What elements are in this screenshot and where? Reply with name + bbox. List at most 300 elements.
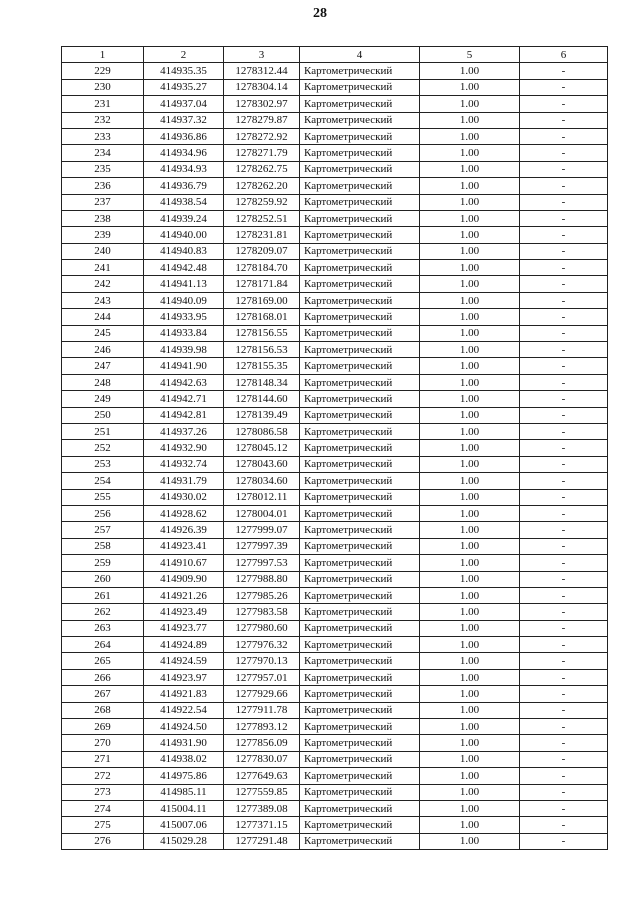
x-coordinate-cell: 414939.98 [144,342,224,358]
method-cell: Картометрический [300,686,420,702]
y-coordinate-cell: 1278155.35 [224,358,300,374]
point-number-cell: 257 [62,522,144,538]
point-number-cell: 245 [62,325,144,341]
table-row [62,604,608,620]
y-coordinate-cell: 1278139.49 [224,407,300,423]
note-cell: - [520,653,608,669]
note-cell: - [520,145,608,161]
y-coordinate-cell: 1278184.70 [224,260,300,276]
accuracy-cell: 1.00 [420,276,520,292]
note-cell: - [520,505,608,521]
x-coordinate-cell: 414936.86 [144,128,224,144]
method-cell: Картометрический [300,522,420,538]
note-cell: - [520,751,608,767]
column-header: 2 [144,47,224,63]
point-number-cell: 241 [62,260,144,276]
accuracy-cell: 1.00 [420,555,520,571]
point-number-cell: 254 [62,473,144,489]
accuracy-cell: 1.00 [420,604,520,620]
table-row [62,456,608,472]
note-cell: - [520,571,608,587]
note-cell: - [520,407,608,423]
accuracy-cell: 1.00 [420,79,520,95]
note-cell: - [520,309,608,325]
x-coordinate-cell: 414935.35 [144,63,224,79]
table-row [62,719,608,735]
note-cell: - [520,325,608,341]
x-coordinate-cell: 414940.00 [144,227,224,243]
y-coordinate-cell: 1277976.32 [224,637,300,653]
method-cell: Картометрический [300,325,420,341]
note-cell: - [520,243,608,259]
method-cell: Картометрический [300,161,420,177]
point-number-cell: 246 [62,342,144,358]
accuracy-cell: 1.00 [420,571,520,587]
note-cell: - [520,555,608,571]
accuracy-cell: 1.00 [420,751,520,767]
point-number-cell: 249 [62,391,144,407]
accuracy-cell: 1.00 [420,96,520,112]
y-coordinate-cell: 1278312.44 [224,63,300,79]
accuracy-cell: 1.00 [420,456,520,472]
table-row [62,407,608,423]
note-cell: - [520,440,608,456]
x-coordinate-cell: 414924.59 [144,653,224,669]
note-cell: - [520,342,608,358]
y-coordinate-cell: 1278043.60 [224,456,300,472]
y-coordinate-cell: 1278148.34 [224,374,300,390]
accuracy-cell: 1.00 [420,161,520,177]
note-cell: - [520,489,608,505]
method-cell: Картометрический [300,374,420,390]
method-cell: Картометрический [300,440,420,456]
point-number-cell: 231 [62,96,144,112]
method-cell: Картометрический [300,505,420,521]
point-number-cell: 276 [62,833,144,849]
point-number-cell: 247 [62,358,144,374]
method-cell: Картометрический [300,817,420,833]
x-coordinate-cell: 414934.93 [144,161,224,177]
x-coordinate-cell: 414940.09 [144,292,224,308]
note-cell: - [520,210,608,226]
accuracy-cell: 1.00 [420,178,520,194]
y-coordinate-cell: 1277980.60 [224,620,300,636]
y-coordinate-cell: 1278169.00 [224,292,300,308]
y-coordinate-cell: 1278004.01 [224,505,300,521]
y-coordinate-cell: 1277291.48 [224,833,300,849]
accuracy-cell: 1.00 [420,407,520,423]
x-coordinate-cell: 414938.02 [144,751,224,767]
x-coordinate-cell: 414932.74 [144,456,224,472]
note-cell: - [520,456,608,472]
method-cell: Картометрический [300,620,420,636]
table-row [62,423,608,439]
accuracy-cell: 1.00 [420,637,520,653]
note-cell: - [520,669,608,685]
accuracy-cell: 1.00 [420,292,520,308]
accuracy-cell: 1.00 [420,210,520,226]
x-coordinate-cell: 414923.49 [144,604,224,620]
column-header: 3 [224,47,300,63]
point-number-cell: 235 [62,161,144,177]
point-number-cell: 253 [62,456,144,472]
table-row [62,128,608,144]
table-row [62,538,608,554]
x-coordinate-cell: 414924.89 [144,637,224,653]
point-number-cell: 233 [62,128,144,144]
note-cell: - [520,178,608,194]
note-cell: - [520,784,608,800]
table-row [62,391,608,407]
accuracy-cell: 1.00 [420,342,520,358]
x-coordinate-cell: 414923.41 [144,538,224,554]
method-cell: Картометрический [300,194,420,210]
method-cell: Картометрический [300,260,420,276]
method-cell: Картометрический [300,96,420,112]
method-cell: Картометрический [300,604,420,620]
note-cell: - [520,735,608,751]
y-coordinate-cell: 1278171.84 [224,276,300,292]
accuracy-cell: 1.00 [420,440,520,456]
point-number-cell: 255 [62,489,144,505]
point-number-cell: 243 [62,292,144,308]
accuracy-cell: 1.00 [420,128,520,144]
x-coordinate-cell: 414931.90 [144,735,224,751]
note-cell: - [520,292,608,308]
x-coordinate-cell: 414937.04 [144,96,224,112]
point-number-cell: 271 [62,751,144,767]
accuracy-cell: 1.00 [420,620,520,636]
table-row [62,63,608,79]
note-cell: - [520,391,608,407]
table-row [62,784,608,800]
y-coordinate-cell: 1277997.53 [224,555,300,571]
coordinates-table [61,46,608,850]
accuracy-cell: 1.00 [420,194,520,210]
y-coordinate-cell: 1277893.12 [224,719,300,735]
accuracy-cell: 1.00 [420,538,520,554]
y-coordinate-cell: 1278086.58 [224,423,300,439]
y-coordinate-cell: 1278259.92 [224,194,300,210]
table-row [62,620,608,636]
note-cell: - [520,63,608,79]
x-coordinate-cell: 414942.71 [144,391,224,407]
method-cell: Картометрический [300,112,420,128]
method-cell: Картометрический [300,735,420,751]
note-cell: - [520,800,608,816]
y-coordinate-cell: 1277856.09 [224,735,300,751]
x-coordinate-cell: 414942.48 [144,260,224,276]
method-cell: Картометрический [300,653,420,669]
accuracy-cell: 1.00 [420,653,520,669]
method-cell: Картометрический [300,309,420,325]
point-number-cell: 232 [62,112,144,128]
x-coordinate-cell: 414939.24 [144,210,224,226]
note-cell: - [520,702,608,718]
table-row [62,587,608,603]
x-coordinate-cell: 414940.83 [144,243,224,259]
table-row [62,325,608,341]
y-coordinate-cell: 1277911.78 [224,702,300,718]
table-header-row [62,47,608,63]
point-number-cell: 275 [62,817,144,833]
table-body [62,63,608,850]
table-row [62,96,608,112]
point-number-cell: 268 [62,702,144,718]
accuracy-cell: 1.00 [420,669,520,685]
table-row [62,653,608,669]
table-row [62,309,608,325]
x-coordinate-cell: 414932.90 [144,440,224,456]
method-cell: Картометрический [300,423,420,439]
table-row [62,342,608,358]
method-cell: Картометрический [300,587,420,603]
method-cell: Картометрический [300,342,420,358]
method-cell: Картометрический [300,784,420,800]
x-coordinate-cell: 414921.83 [144,686,224,702]
x-coordinate-cell: 414909.90 [144,571,224,587]
table-row [62,161,608,177]
x-coordinate-cell: 415007.06 [144,817,224,833]
y-coordinate-cell: 1277929.66 [224,686,300,702]
point-number-cell: 256 [62,505,144,521]
y-coordinate-cell: 1278252.51 [224,210,300,226]
y-coordinate-cell: 1278144.60 [224,391,300,407]
table-row [62,178,608,194]
point-number-cell: 266 [62,669,144,685]
method-cell: Картометрический [300,473,420,489]
point-number-cell: 270 [62,735,144,751]
x-coordinate-cell: 414938.54 [144,194,224,210]
note-cell: - [520,161,608,177]
table-row [62,555,608,571]
method-cell: Картометрический [300,292,420,308]
point-number-cell: 240 [62,243,144,259]
method-cell: Картометрический [300,358,420,374]
point-number-cell: 274 [62,800,144,816]
table-row [62,358,608,374]
note-cell: - [520,260,608,276]
table-row [62,210,608,226]
accuracy-cell: 1.00 [420,391,520,407]
point-number-cell: 229 [62,63,144,79]
accuracy-cell: 1.00 [420,358,520,374]
point-number-cell: 259 [62,555,144,571]
x-coordinate-cell: 414934.96 [144,145,224,161]
x-coordinate-cell: 414923.77 [144,620,224,636]
method-cell: Картометрический [300,637,420,653]
method-cell: Картометрический [300,79,420,95]
point-number-cell: 258 [62,538,144,554]
point-number-cell: 252 [62,440,144,456]
point-number-cell: 262 [62,604,144,620]
x-coordinate-cell: 414942.81 [144,407,224,423]
y-coordinate-cell: 1277970.13 [224,653,300,669]
x-coordinate-cell: 414924.50 [144,719,224,735]
y-coordinate-cell: 1278034.60 [224,473,300,489]
note-cell: - [520,473,608,489]
column-header: 6 [520,47,608,63]
x-coordinate-cell: 414941.13 [144,276,224,292]
point-number-cell: 239 [62,227,144,243]
x-coordinate-cell: 414935.27 [144,79,224,95]
method-cell: Картометрический [300,391,420,407]
column-header: 4 [300,47,420,63]
table-row [62,735,608,751]
x-coordinate-cell: 414928.62 [144,505,224,521]
accuracy-cell: 1.00 [420,735,520,751]
table-row [62,112,608,128]
y-coordinate-cell: 1277997.39 [224,538,300,554]
point-number-cell: 272 [62,768,144,784]
table-row [62,686,608,702]
method-cell: Картометрический [300,276,420,292]
x-coordinate-cell: 414922.54 [144,702,224,718]
method-cell: Картометрический [300,145,420,161]
method-cell: Картометрический [300,456,420,472]
method-cell: Картометрический [300,210,420,226]
x-coordinate-cell: 415029.28 [144,833,224,849]
accuracy-cell: 1.00 [420,800,520,816]
x-coordinate-cell: 414910.67 [144,555,224,571]
table-row [62,833,608,849]
table-row [62,522,608,538]
note-cell: - [520,423,608,439]
x-coordinate-cell: 414985.11 [144,784,224,800]
accuracy-cell: 1.00 [420,473,520,489]
x-coordinate-cell: 414937.32 [144,112,224,128]
table-row [62,637,608,653]
method-cell: Картометрический [300,768,420,784]
method-cell: Картометрический [300,669,420,685]
method-cell: Картометрический [300,128,420,144]
y-coordinate-cell: 1277830.07 [224,751,300,767]
note-cell: - [520,620,608,636]
point-number-cell: 260 [62,571,144,587]
y-coordinate-cell: 1278156.53 [224,342,300,358]
page-number: 28 [313,6,327,21]
point-number-cell: 269 [62,719,144,735]
note-cell: - [520,276,608,292]
table-row [62,194,608,210]
table-row [62,374,608,390]
x-coordinate-cell: 414941.90 [144,358,224,374]
accuracy-cell: 1.00 [420,702,520,718]
accuracy-cell: 1.00 [420,505,520,521]
table-row [62,145,608,161]
y-coordinate-cell: 1278271.79 [224,145,300,161]
point-number-cell: 248 [62,374,144,390]
point-number-cell: 230 [62,79,144,95]
table-row [62,571,608,587]
column-header: 1 [62,47,144,63]
accuracy-cell: 1.00 [420,489,520,505]
table-row [62,227,608,243]
note-cell: - [520,719,608,735]
x-coordinate-cell: 414942.63 [144,374,224,390]
accuracy-cell: 1.00 [420,145,520,161]
point-number-cell: 265 [62,653,144,669]
y-coordinate-cell: 1278168.01 [224,309,300,325]
y-coordinate-cell: 1277999.07 [224,522,300,538]
table-row [62,505,608,521]
method-cell: Картометрический [300,833,420,849]
method-cell: Картометрический [300,555,420,571]
method-cell: Картометрический [300,227,420,243]
point-number-cell: 234 [62,145,144,161]
note-cell: - [520,817,608,833]
table-row [62,768,608,784]
point-number-cell: 251 [62,423,144,439]
table-row [62,800,608,816]
note-cell: - [520,522,608,538]
note-cell: - [520,768,608,784]
point-number-cell: 238 [62,210,144,226]
accuracy-cell: 1.00 [420,227,520,243]
point-number-cell: 263 [62,620,144,636]
note-cell: - [520,604,608,620]
y-coordinate-cell: 1278209.07 [224,243,300,259]
y-coordinate-cell: 1278156.55 [224,325,300,341]
note-cell: - [520,194,608,210]
method-cell: Картометрический [300,178,420,194]
note-cell: - [520,358,608,374]
y-coordinate-cell: 1277371.15 [224,817,300,833]
y-coordinate-cell: 1278262.75 [224,161,300,177]
x-coordinate-cell: 414933.95 [144,309,224,325]
accuracy-cell: 1.00 [420,817,520,833]
accuracy-cell: 1.00 [420,719,520,735]
x-coordinate-cell: 414933.84 [144,325,224,341]
table-row [62,243,608,259]
y-coordinate-cell: 1277649.63 [224,768,300,784]
accuracy-cell: 1.00 [420,423,520,439]
method-cell: Картометрический [300,63,420,79]
method-cell: Картометрический [300,571,420,587]
table-row [62,440,608,456]
accuracy-cell: 1.00 [420,522,520,538]
table-row [62,292,608,308]
table-row [62,669,608,685]
x-coordinate-cell: 414923.97 [144,669,224,685]
y-coordinate-cell: 1278272.92 [224,128,300,144]
x-coordinate-cell: 414975.86 [144,768,224,784]
y-coordinate-cell: 1278012.11 [224,489,300,505]
accuracy-cell: 1.00 [420,325,520,341]
table-row [62,817,608,833]
table-row [62,473,608,489]
note-cell: - [520,538,608,554]
x-coordinate-cell: 415004.11 [144,800,224,816]
x-coordinate-cell: 414937.26 [144,423,224,439]
note-cell: - [520,79,608,95]
point-number-cell: 242 [62,276,144,292]
point-number-cell: 264 [62,637,144,653]
accuracy-cell: 1.00 [420,784,520,800]
y-coordinate-cell: 1278302.97 [224,96,300,112]
table-row [62,751,608,767]
accuracy-cell: 1.00 [420,112,520,128]
accuracy-cell: 1.00 [420,63,520,79]
table-row [62,79,608,95]
point-number-cell: 273 [62,784,144,800]
x-coordinate-cell: 414930.02 [144,489,224,505]
point-number-cell: 236 [62,178,144,194]
point-number-cell: 261 [62,587,144,603]
accuracy-cell: 1.00 [420,587,520,603]
note-cell: - [520,833,608,849]
y-coordinate-cell: 1277983.58 [224,604,300,620]
